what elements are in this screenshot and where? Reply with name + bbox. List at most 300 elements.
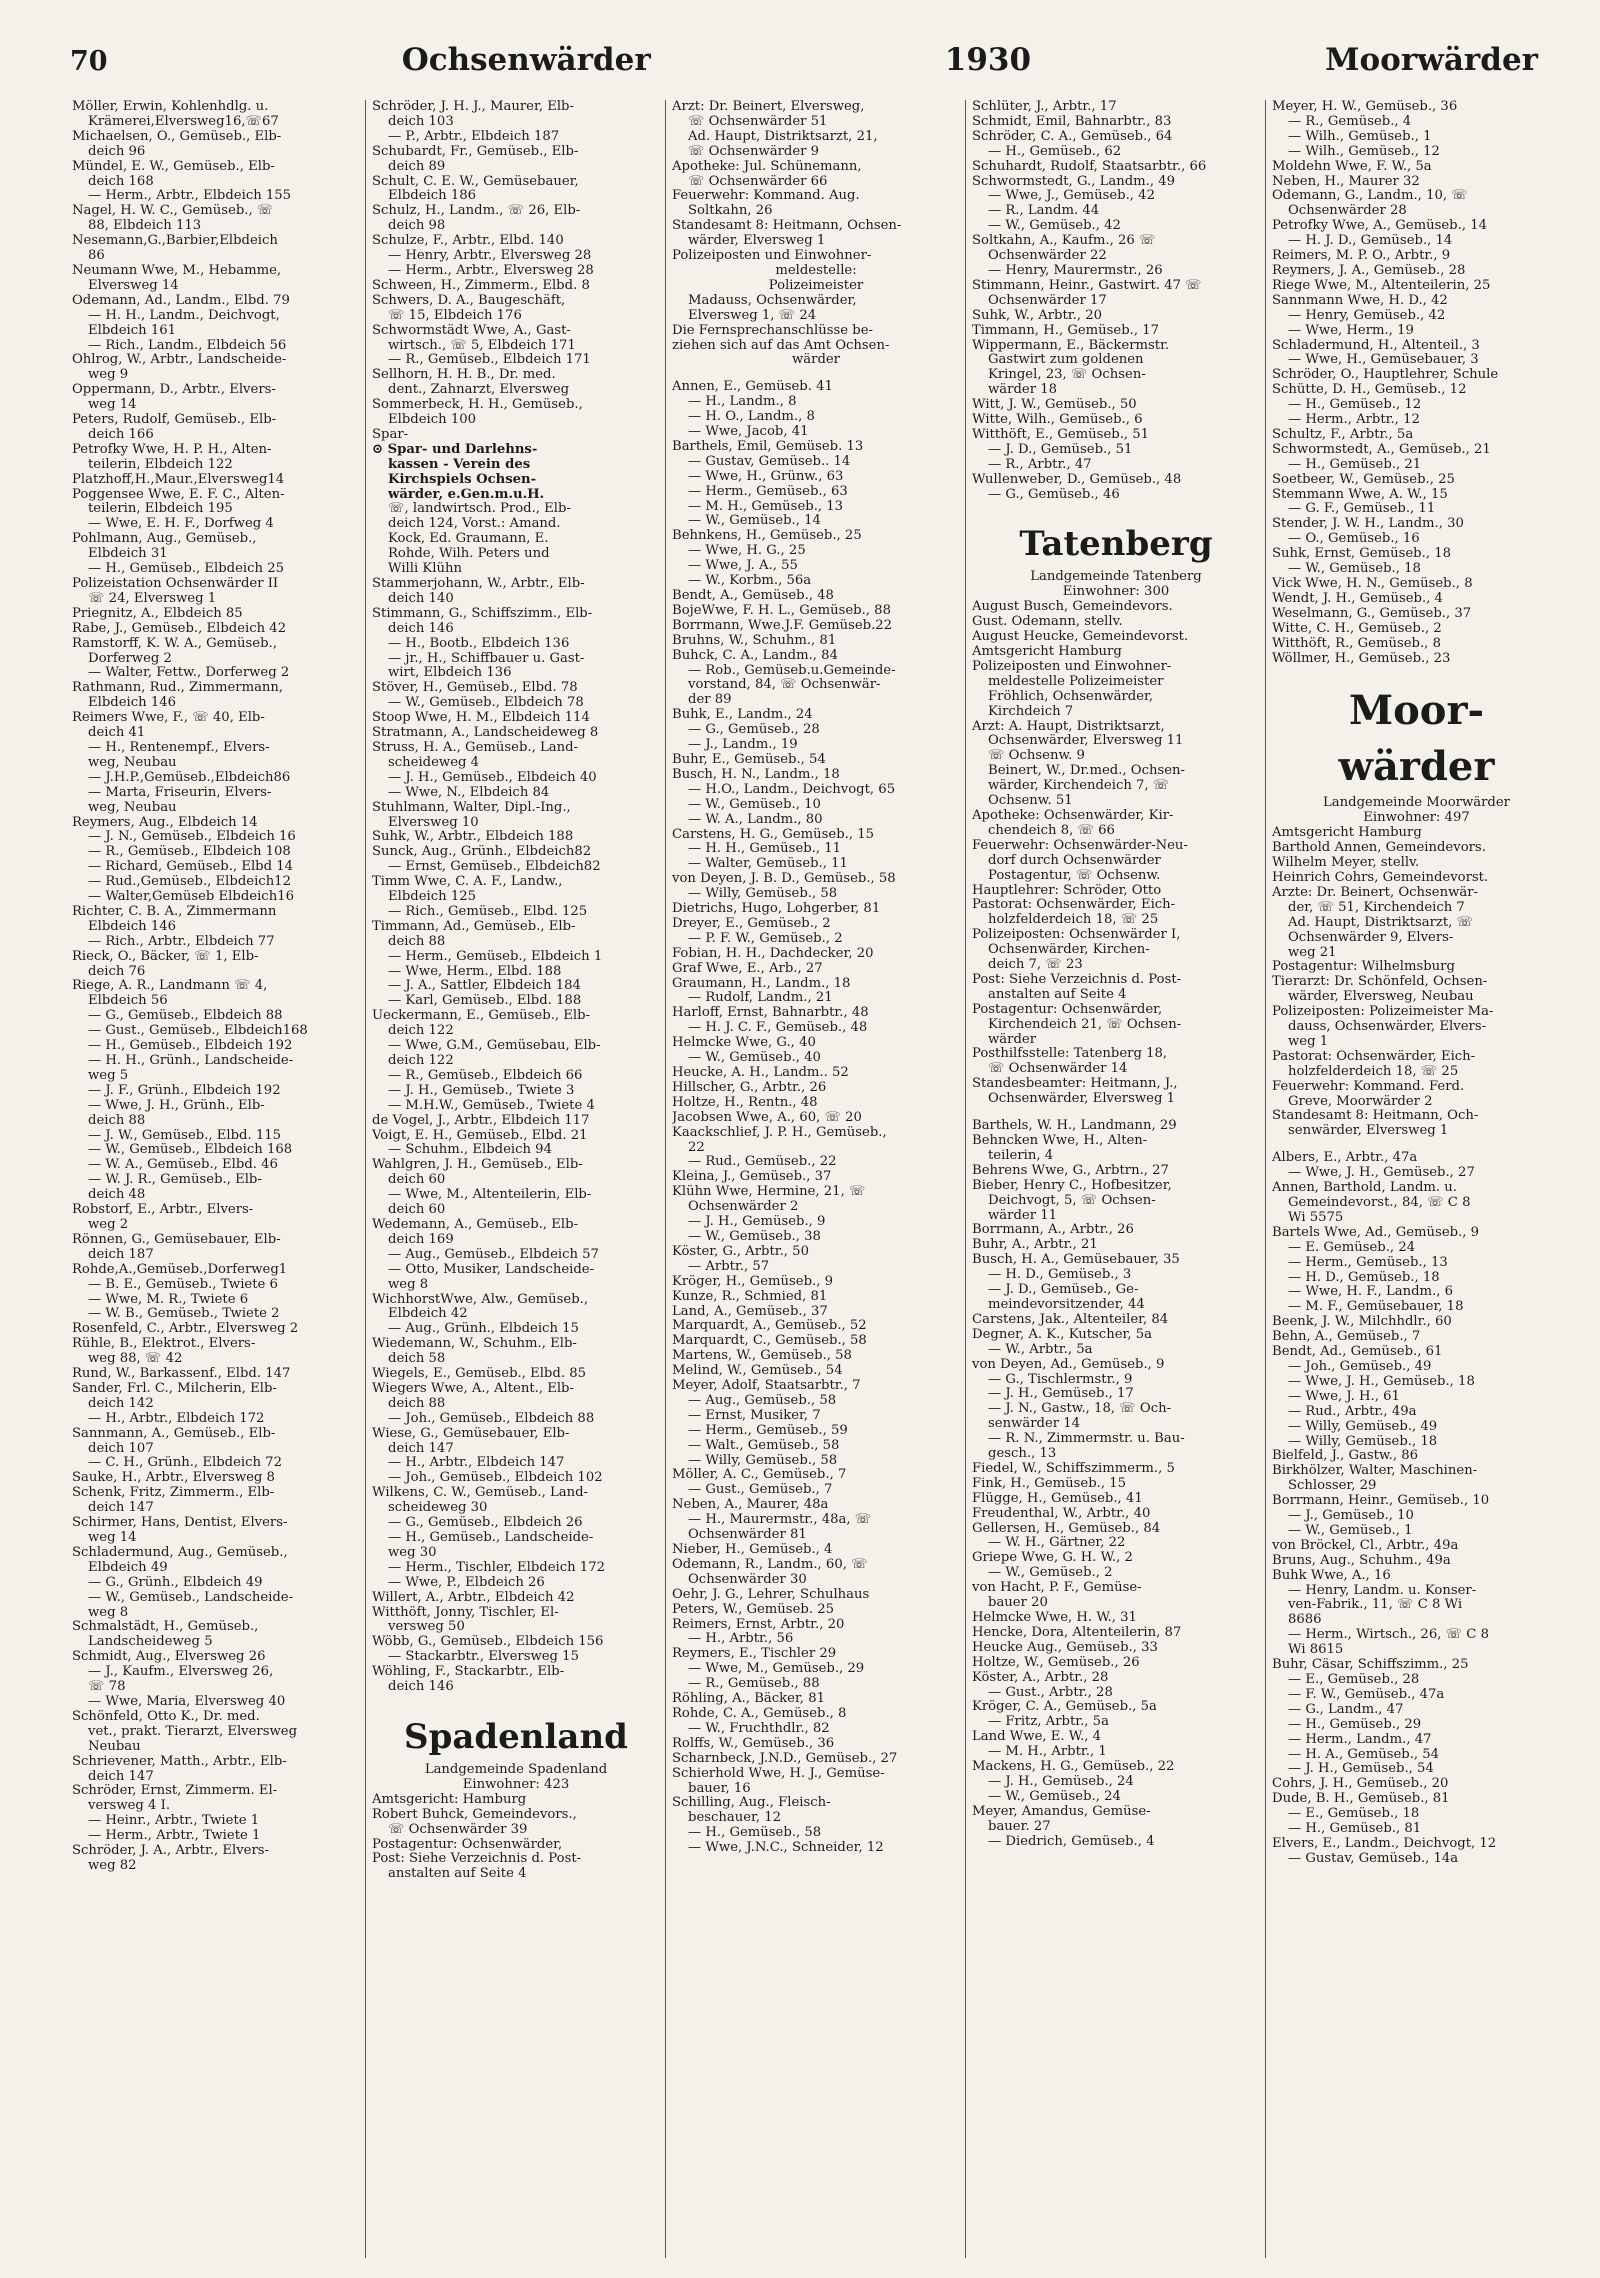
directory-entry-line: dorf durch Ochsenwärder xyxy=(988,853,1161,868)
directory-entry-line: Beenk, J. W., Milchhdlr., 60 xyxy=(1272,1315,1452,1330)
directory-entry-line: weg 1 xyxy=(1288,1034,1329,1049)
directory-entry-line: — Walter, Fettw., Dorferweg 2 xyxy=(88,666,290,681)
directory-entry-line: Jacobsen Wwe, A., 60, ☏ 20 xyxy=(672,1110,862,1125)
directory-entry-line: Ochsenw. 51 xyxy=(988,794,1073,809)
directory-entry-line: Peters, Rudolf, Gemüseb., Elb- xyxy=(72,413,277,428)
directory-entry-line: — H., Gemüseb., 21 xyxy=(1288,457,1422,472)
directory-entry-line: — H., Gemüseb., Elbdeich 192 xyxy=(88,1039,293,1054)
directory-entry-line: von Deyen, J. B. D., Gemüseb., 58 xyxy=(672,872,896,887)
directory-entry-line: Einwohner: 497 xyxy=(1363,811,1470,826)
directory-entry-line: Kirchendeich 21, ☏ Ochsen- xyxy=(988,1017,1182,1032)
directory-entry-line: Dorferweg 2 xyxy=(88,651,172,666)
directory-entry-line: Sannmann Wwe, H. D., 42 xyxy=(1272,293,1448,308)
directory-entry-line: — H., Arbtr., Elbdeich 147 xyxy=(388,1456,565,1471)
directory-entry-line: ☏ Ochsenwärder 66 xyxy=(688,174,828,189)
directory-entry-line: meindevorsitzender, 44 xyxy=(988,1297,1145,1312)
directory-entry-line: Suhk, W., Arbtr., Elbdeich 188 xyxy=(372,830,574,845)
directory-entry-line: Dreyer, E., Gemüseb., 2 xyxy=(672,916,831,931)
directory-entry-line: Dietrichs, Hugo, Lohgerber, 81 xyxy=(672,902,881,917)
directory-entry-line: — W., Gemüseb., 2 xyxy=(988,1566,1113,1581)
directory-entry-line: August Busch, Gemeindevors. xyxy=(972,600,1173,615)
left-running-title: Ochsenwärder xyxy=(401,42,651,78)
directory-entry-line: Timmann, H., Gemüseb., 17 xyxy=(972,323,1160,338)
directory-entry-line: Post: Siehe Verzeichnis d. Post- xyxy=(372,1852,582,1867)
section-gap xyxy=(1272,666,1561,678)
directory-entry-line: Standesamt 8: Heitmann, Och- xyxy=(1272,1109,1479,1124)
directory-entry-line: Polizeiposten: Ochsenwärder I, xyxy=(972,928,1181,943)
directory-entry-line: wärder xyxy=(791,353,840,368)
directory-entry-line: deich 58 xyxy=(388,1352,446,1367)
directory-entry-line: Schütte, D. H., Gemüseb., 12 xyxy=(1272,383,1467,398)
directory-entry-line: Reimers, M. P. O., Arbtr., 9 xyxy=(1272,249,1451,264)
directory-entry-line: Polizeiposten: Polizeimeister Ma- xyxy=(1272,1005,1494,1020)
directory-entry-line: — H., Maurermstr., 48a, ☏ xyxy=(688,1513,872,1528)
directory-entry-line: Ochsenwärder 30 xyxy=(688,1572,807,1587)
directory-entry-line: ☏ 15, Elbdeich 176 xyxy=(388,308,522,323)
directory-entry-line: — H. D., Gemüseb., 3 xyxy=(988,1268,1132,1283)
directory-entry-line: dent., Zahnarzt, Elversweg xyxy=(388,383,570,398)
directory-entry-line: Odemann, R., Landm., 60, ☏ xyxy=(672,1557,868,1572)
directory-entry-line: Sander, Frl. C., Milcherin, Elb- xyxy=(72,1381,277,1396)
directory-entry-line: Cohrs, J. H., Gemüseb., 20 xyxy=(1272,1777,1449,1792)
directory-entry-line: — J. H., Gemüseb., Elbdeich 40 xyxy=(388,770,597,785)
directory-entry-line: — J. H., Gemüseb., 17 xyxy=(988,1387,1134,1402)
directory-entry-line: Polizeistation Ochsenwärder II xyxy=(72,577,279,591)
directory-entry-line: Kock, Ed. Graumann, E. xyxy=(388,532,549,547)
directory-entry-line: — W., Gemüseb., 40 xyxy=(688,1051,821,1066)
directory-entry-line: Ärzte: Dr. Beinert, Ochsenwär- xyxy=(1272,885,1478,900)
directory-entry-line: Postagentur: Ochsenwärder, xyxy=(372,1837,563,1852)
directory-entry-line: Schuhardt, Rudolf, Staatsarbtr., 66 xyxy=(972,159,1207,174)
directory-entry-line: wärder xyxy=(988,1032,1037,1047)
directory-entry-line: — J. D., Gemüseb., Ge- xyxy=(988,1283,1139,1298)
directory-entry-line: Wullenweber, D., Gemüseb., 48 xyxy=(972,472,1182,487)
directory-entry-line: Robstorf, E., Arbtr., Elvers- xyxy=(72,1203,254,1218)
year-heading: 1930 xyxy=(944,42,1032,78)
directory-entry-line: Schubardt, Fr., Gemüseb., Elb- xyxy=(372,144,579,159)
directory-entry-line: — W. B., Gemüseb., Twiete 2 xyxy=(88,1307,280,1322)
directory-entry-line: Hencke, Dora, Altenteilerin, 87 xyxy=(972,1625,1182,1640)
directory-entry-line: Schween, H., Zimmerm., Elbd. 8 xyxy=(372,278,590,293)
directory-entry-line: — Schuhm., Elbdeich 94 xyxy=(388,1143,552,1158)
directory-entry-line: — Wwe, H., Grünw., 63 xyxy=(688,469,844,484)
directory-entry-line: — W. A., Gemüseb., Elbd. 46 xyxy=(88,1158,278,1173)
directory-entry-line: — H., Gemüseb., 12 xyxy=(1288,398,1422,413)
directory-entry-line: — G., Tischlermstr., 9 xyxy=(988,1372,1133,1387)
directory-entry-line: — Ernst, Musiker, 7 xyxy=(688,1408,821,1423)
directory-entry-line: — J. H., Gemüseb., Twiete 3 xyxy=(388,1083,575,1098)
directory-entry-line: teilerin, Elbdeich 195 xyxy=(88,502,233,517)
directory-entry-line: gesch., 13 xyxy=(988,1447,1057,1462)
directory-entry-line: — Wwe, J. H., Gemüseb., 27 xyxy=(1288,1166,1475,1181)
column-2 xyxy=(366,100,666,2258)
directory-entry-line: deich 88 xyxy=(88,1113,146,1128)
directory-entry-line: — Wwe, H. G., 25 xyxy=(688,544,806,559)
directory-entry-line: — G., Grünh., Elbdeich 49 xyxy=(88,1575,263,1590)
directory-entry-line: — Gust., Arbtr., 28 xyxy=(988,1685,1113,1700)
directory-entry-line: — H., Gemüseb., 58 xyxy=(688,1826,822,1841)
directory-entry-line: Buhk Wwe, A., 16 xyxy=(1272,1568,1391,1583)
directory-entry-line: Elbdeich 146 xyxy=(88,696,176,711)
directory-entry-line: — W., Gemüseb., Elbdeich 168 xyxy=(88,1143,293,1158)
directory-entry-line: — Wwe, G.M., Gemüsebau, Elb- xyxy=(388,1039,601,1054)
directory-entry-line: — G., Gemüseb., Elbdeich 26 xyxy=(388,1516,583,1531)
directory-entry-line: — P., Arbtr., Elbdeich 187 xyxy=(388,129,560,144)
directory-entry-line: Neumann Wwe, M., Hebamme, xyxy=(72,263,282,278)
directory-entry-line: Tierarzt: Dr. Schönfeld, Ochsen- xyxy=(1272,975,1488,990)
directory-entry-line: dauss, Ochsenwärder, Elvers- xyxy=(1288,1020,1487,1035)
directory-entry-line: — Rich., Gemüseb., Elbd. 125 xyxy=(388,904,588,919)
directory-entry-line: deich 146 xyxy=(388,1680,454,1695)
directory-entry-line: — J. H., Gemüseb., 54 xyxy=(1288,1762,1434,1777)
directory-entry-line: — R., Gemüseb., Elbdeich 66 xyxy=(388,1068,583,1083)
directory-entry-line: — G., Landm., 47 xyxy=(1288,1702,1404,1717)
directory-entry-line: — E., Gemüseb., 28 xyxy=(1288,1673,1420,1687)
directory-entry-line: 8686 xyxy=(1288,1613,1322,1628)
directory-entry-line: — J. W., Gemüseb., Elbd. 115 xyxy=(88,1128,282,1143)
directory-entry-line: Bendt, A., Gemüseb., 48 xyxy=(672,589,834,603)
directory-entry-line: meldestelle: xyxy=(775,263,857,278)
directory-entry-line: Sellhorn, H. H. B., Dr. med. xyxy=(372,368,556,383)
directory-entry-line: deich 122 xyxy=(388,1054,454,1068)
directory-entry-line: — J. H., Gemüseb., 24 xyxy=(988,1774,1134,1789)
directory-entry-line: Rohde, C. A., Gemüseb., 8 xyxy=(672,1706,847,1721)
section-heading: Moor- xyxy=(1348,687,1485,735)
directory-entry-line: Sommerbeck, H. H., Gemüseb., xyxy=(372,398,583,413)
directory-entry-line: — O., Gemüseb., 16 xyxy=(1288,532,1420,547)
directory-entry-line: weg 21 xyxy=(1288,945,1337,960)
directory-entry-line: Elbdeich 49 xyxy=(88,1560,168,1575)
directory-entry-line: Kirchdeich 7 xyxy=(988,704,1074,719)
directory-entry-line: Sauke, H., Arbtr., Elversweg 8 xyxy=(72,1471,275,1486)
directory-entry-line: — Aug., Grünh., Elbdeich 15 xyxy=(388,1322,579,1337)
directory-entry-line: meldestelle Polizeimeister xyxy=(988,674,1164,689)
directory-entry-line: — Wwe, H., Gemüsebauer, 3 xyxy=(1288,353,1479,368)
directory-entry-line: Fiedel, W., Schiffszimmerm., 5 xyxy=(972,1461,1175,1476)
directory-entry-line: weg 2 xyxy=(88,1217,129,1232)
directory-entry-line: deich 88 xyxy=(388,1396,446,1411)
directory-entry-line: — Willy, Gemüseb., 18 xyxy=(1288,1434,1438,1449)
directory-entry-line: Ochsenwärder, Elversweg 11 xyxy=(988,734,1184,749)
directory-entry-line: — Aug., Gemüseb., Elbdeich 57 xyxy=(388,1247,599,1262)
directory-entry-line: — Wilh., Gemüseb., 12 xyxy=(1288,144,1440,159)
directory-entry-line: — M. H., Gemüseb., 13 xyxy=(688,499,844,514)
directory-entry-line: Meyer, Adolf, Staatsarbtr., 7 xyxy=(672,1379,861,1394)
directory-entry-line: — Herm., Tischler, Elbdeich 172 xyxy=(388,1560,605,1575)
directory-entry-line: Robert Buhck, Gemeindevors., xyxy=(372,1807,577,1822)
directory-entry-line: Gust. Odemann, stellv. xyxy=(972,615,1123,630)
directory-entry-line: — M. H., Arbtr., 1 xyxy=(988,1745,1107,1760)
directory-entry-line: weg 5 xyxy=(88,1068,129,1083)
directory-entry-line: — Joh., Gemüseb., 49 xyxy=(1288,1359,1432,1374)
directory-entry-line: — Joh., Gemüseb., Elbdeich 88 xyxy=(388,1411,595,1426)
directory-entry-line: vorstand, 84, ☏ Ochsenwär- xyxy=(688,678,881,693)
directory-entry-line: 86 xyxy=(88,249,105,264)
directory-entry-line: — W. J. R., Gemüseb., Elb- xyxy=(88,1173,262,1188)
directory-entry-line: weg 8 xyxy=(388,1277,429,1292)
directory-entry-line: Elbdeich 161 xyxy=(88,323,176,338)
directory-entry-line: Rieck, O., Bäcker, ☏ 1, Elb- xyxy=(72,949,259,964)
directory-entry-line: Postagentur: Ochsenwärder, xyxy=(972,1002,1163,1017)
directory-entry-line: — W., Gemüseb., 38 xyxy=(688,1229,821,1244)
directory-entry-line: deich 146 xyxy=(388,621,454,636)
directory-entry-line: Schmidt, Emil, Bahnarbtr., 83 xyxy=(972,114,1172,129)
directory-entry-line: Elbdeich 100 xyxy=(388,413,476,428)
directory-entry-line: Flügge, H., Gemüseb., 41 xyxy=(972,1491,1143,1506)
directory-entry-line: — Wwe, M., Gemüseb., 29 xyxy=(688,1662,865,1677)
directory-entry-line: Wippermann, E., Bäckermstr. xyxy=(972,338,1170,353)
directory-entry-line: — Henry, Arbtr., Elversweg 28 xyxy=(388,249,592,264)
directory-entry-line: — W., Gemüseb., 24 xyxy=(988,1789,1121,1804)
directory-entry-line: 22 xyxy=(688,1140,705,1155)
directory-entry-line: teilerin, Elbdeich 122 xyxy=(88,457,233,472)
directory-entry-line: — W., Korbm., 56a xyxy=(688,574,812,589)
directory-entry-line: Möller, A. C., Gemüseb., 7 xyxy=(672,1468,847,1483)
directory-entry-line: wirt, Elbdeich 136 xyxy=(388,666,512,681)
directory-entry-line: Platzhoff,H.,Maur.,Elversweg14 xyxy=(72,472,285,487)
directory-entry-line: — Gustav, Gemüseb., 14a xyxy=(1288,1851,1459,1866)
directory-entry-line: chendeich 8, ☏ 66 xyxy=(988,823,1115,838)
directory-entry-line: senwärder 14 xyxy=(988,1417,1081,1432)
directory-entry-line: Borrmann, A., Arbtr., 26 xyxy=(972,1223,1134,1238)
directory-entry-line: — Wwe, J. H., Grünh., Elb- xyxy=(88,1098,265,1113)
directory-entry-line: — W., Gemüseb., 42 xyxy=(988,219,1121,234)
directory-entry-line: Elbdeich 31 xyxy=(88,547,168,562)
directory-entry-line: Schwers, D. A., Baugeschäft, xyxy=(372,293,566,308)
directory-entry-line: Kringel, 23, ☏ Ochsen- xyxy=(988,368,1146,383)
directory-entry-line: Rathmann, Rud., Zimmermann, xyxy=(72,681,284,696)
directory-entry-line: Standesbeamter: Heitmann, J., xyxy=(972,1077,1178,1092)
directory-entry-line: Weselmann, G., Gemüseb., 37 xyxy=(1272,606,1472,621)
directory-entry-line: — Willy, Gemüseb., 58 xyxy=(688,887,838,902)
directory-entry-line: — Herm., Arbtr., Elbdeich 155 xyxy=(88,189,292,204)
columns-container xyxy=(66,100,1566,2258)
directory-entry-line: — W., Gemüseb., 1 xyxy=(1288,1523,1413,1538)
directory-entry-line: — R., Gemüseb., Elbdeich 108 xyxy=(88,845,291,860)
directory-entry-line: Martens, W., Gemüseb., 58 xyxy=(672,1349,852,1364)
directory-entry-line: Buhr, A., Arbtr., 21 xyxy=(972,1238,1098,1253)
directory-entry-line: — Wwe, J.N.C., Schneider, 12 xyxy=(688,1841,884,1856)
directory-entry-line: weg 14 xyxy=(88,398,137,413)
directory-entry-line: Wilkens, C. W., Gemüseb., Land- xyxy=(372,1486,588,1501)
directory-entry-line: — Otto, Musiker, Landscheide- xyxy=(388,1262,595,1277)
directory-entry-line: Schulze, F., Arbtr., Elbd. 140 xyxy=(372,234,564,249)
directory-entry-line: deich 124, Vorst.: Amand. xyxy=(388,517,561,532)
directory-entry-line: Kirchspiels Ochsen- xyxy=(388,472,537,487)
directory-entry-line: Holtze, H., Rentn., 48 xyxy=(672,1095,818,1110)
directory-entry-line: WichhorstWwe, Alw., Gemüseb., xyxy=(372,1292,589,1307)
directory-entry-line: Stöver, H., Gemüseb., Elbd. 78 xyxy=(372,681,578,696)
directory-entry-line: weg 82 xyxy=(88,1858,137,1873)
directory-entry-line: Polizeimeister xyxy=(768,278,864,293)
directory-entry-line: Dude, B. H., Gemüseb., 81 xyxy=(1272,1792,1450,1807)
directory-entry-line: — Herm., Arbtr., 12 xyxy=(1288,413,1420,428)
directory-entry-line: versweg 4 I. xyxy=(88,1799,171,1814)
directory-entry-line: — G., Gemüseb., Elbdeich 88 xyxy=(88,1009,283,1024)
right-running-title: Moorwärder xyxy=(1325,42,1538,78)
directory-entry-line: weg, Neubau xyxy=(88,755,177,770)
directory-entry-line: Kunze, R., Schmied, 81 xyxy=(672,1289,828,1304)
directory-entry-line: Schwormstädt Wwe, A., Gast- xyxy=(372,323,571,338)
directory-entry-line: Ochsenwärder, Elversweg 1 xyxy=(988,1092,1175,1107)
directory-entry-line: — J. A., Sattler, Elbdeich 184 xyxy=(388,979,581,994)
directory-entry-line: Landscheideweg 5 xyxy=(88,1635,213,1650)
directory-entry-line: — H. A., Gemüseb., 54 xyxy=(1288,1747,1440,1762)
directory-entry-line: Polizeiposten und Einwohner- xyxy=(972,659,1172,674)
directory-entry-line: beschauer, 12 xyxy=(688,1811,782,1826)
directory-entry-line: Griepe Wwe, G. H. W., 2 xyxy=(972,1551,1133,1566)
directory-entry-line: Ohlrog, W., Arbtr., Landscheide- xyxy=(72,353,287,368)
directory-entry-line: Odemann, G., Landm., 10, ☏ xyxy=(1272,189,1468,204)
directory-entry-line: — R., Gemüseb., Elbdeich 171 xyxy=(388,353,591,368)
directory-entry-line: — W., Gemüseb., 14 xyxy=(688,514,821,529)
directory-entry-line: — Richard, Gemüseb., Elbd 14 xyxy=(88,860,294,875)
directory-entry-line: — H., Landm., 8 xyxy=(688,395,797,410)
directory-entry-line: Schierhold Wwe, H. J., Gemüse- xyxy=(672,1766,885,1781)
directory-entry-line: Barthels, W. H., Landmann, 29 xyxy=(972,1119,1177,1134)
directory-entry-line: ziehen sich auf das Amt Ochsen- xyxy=(672,338,890,353)
directory-entry-line: wärder 18 xyxy=(988,383,1057,398)
directory-entry-line: Soltkahn, 26 xyxy=(688,204,773,219)
directory-entry-line: bauer. 27 xyxy=(988,1819,1051,1834)
directory-entry-line: August Heucke, Gemeindevorst. xyxy=(972,630,1189,645)
directory-entry-line: Ochsenwärder 22 xyxy=(988,249,1107,264)
directory-entry-line: — E., Gemüseb., 18 xyxy=(1288,1807,1420,1822)
directory-entry-line: Albers, E., Arbtr., 47a xyxy=(1272,1151,1418,1166)
directory-entry-line: Postagentur: Wilhelmsburg xyxy=(1272,960,1455,975)
directory-entry-line: Apotheke: Jul. Schünemann, xyxy=(672,159,862,174)
directory-entry-line: Oppermann, D., Arbtr., Elvers- xyxy=(72,383,276,398)
directory-entry-line: Heinrich Cohrs, Gemeindevorst. xyxy=(1272,870,1489,885)
directory-entry-line: Hauptlehrer: Schröder, Otto xyxy=(972,883,1162,898)
directory-entry-line: Moldehn Wwe, F. W., 5a xyxy=(1272,159,1432,174)
directory-entry-line: Neben, A., Maurer, 48a xyxy=(672,1498,829,1513)
directory-entry-line: weg, Neubau xyxy=(88,800,177,815)
directory-entry-line: Stemmann Wwe, A. W., 15 xyxy=(1272,487,1448,502)
directory-entry-line: Nieber, H., Gemüseb., 4 xyxy=(672,1543,833,1557)
directory-entry-line: Neben, H., Maurer 32 xyxy=(1272,174,1420,189)
column-1 xyxy=(66,100,366,2258)
directory-entry-line: weg 14 xyxy=(88,1531,137,1545)
directory-entry-line: Priegnitz, A., Elbdeich 85 xyxy=(72,606,243,621)
directory-entry-line: deich 169 xyxy=(388,1232,454,1247)
directory-entry-line: — R., Landm. 44 xyxy=(988,204,1100,219)
directory-entry-line: deich 142 xyxy=(88,1396,154,1411)
directory-entry-line: — Rud., Arbtr., 49a xyxy=(1288,1404,1417,1419)
directory-entry-line: Fröhlich, Ochsenwärder, xyxy=(988,689,1154,704)
directory-entry-line: 88, Elbdeich 113 xyxy=(88,219,202,234)
directory-entry-line: Rund, W., Barkassenf., Elbd. 147 xyxy=(72,1367,291,1382)
directory-entry-line: Soetbeer, W., Gemüseb., 25 xyxy=(1272,472,1455,487)
directory-entry-line: Reymers, J. A., Gemüseb., 28 xyxy=(1272,263,1466,278)
directory-entry-line: Helmcke Wwe, G., 40 xyxy=(672,1036,816,1051)
directory-entry-line: von Bröckel, Cl., Arbtr., 49a xyxy=(1272,1538,1459,1553)
directory-entry-line: — Herm., Gemüseb., Elbdeich 1 xyxy=(388,949,603,964)
directory-entry-line: — H. O., Landm., 8 xyxy=(688,410,815,425)
directory-entry-line: von Hacht, P. F., Gemüse- xyxy=(972,1581,1142,1596)
directory-entry-line: Buhr, Cäsar, Schiffszimm., 25 xyxy=(1272,1658,1469,1673)
directory-entry-line: — Walt., Gemüseb., 58 xyxy=(688,1438,840,1453)
directory-entry-line: Schlosser, 29 xyxy=(1288,1479,1377,1494)
directory-entry-line: Busch, H. N., Landm., 18 xyxy=(672,767,840,782)
directory-entry-line: — Joh., Gemüseb., Elbdeich 102 xyxy=(388,1471,603,1486)
directory-entry-line: Petrofky Wwe, H. P. H., Alten- xyxy=(72,442,272,457)
directory-entry-line: Ochsenwärder 9, Elvers- xyxy=(1288,930,1454,945)
directory-entry-line: Heucke, A. H., Landm.. 52 xyxy=(672,1066,849,1080)
directory-entry-line: Schmalstädt, H., Gemüseb., xyxy=(72,1620,259,1635)
directory-entry-line: Behn, A., Gemüseb., 7 xyxy=(1272,1330,1421,1345)
directory-entry-line: deich 187 xyxy=(88,1247,154,1262)
directory-entry-line: — Marta, Friseurin, Elvers- xyxy=(88,785,272,800)
directory-entry-line: Rabe, J., Gemüseb., Elbdeich 42 xyxy=(72,621,287,636)
directory-entry-line: Bieber, Henry C., Hofbesitzer, xyxy=(972,1178,1172,1193)
directory-entry-line: Schlüter, J., Arbtr., 17 xyxy=(972,100,1117,114)
directory-entry-line: — H. J. C. F., Gemüseb., 48 xyxy=(688,1021,868,1036)
page-header xyxy=(70,42,1538,90)
directory-entry-line: Sannmann, A., Gemüseb., Elb- xyxy=(72,1426,276,1441)
directory-entry-line: — Wilh., Gemüseb., 1 xyxy=(1288,129,1432,144)
directory-entry-line: Schönfeld, Otto K., Dr. med. xyxy=(72,1709,260,1724)
directory-entry-line: der, ☏ 51, Kirchendeich 7 xyxy=(1288,900,1465,915)
directory-entry-line: deich 168 xyxy=(88,174,154,189)
section-gap xyxy=(972,1107,1260,1119)
directory-entry-line: Birkhölzer, Walter, Maschinen- xyxy=(1272,1464,1478,1479)
directory-entry-line: Wöbb, G., Gemüseb., Elbdeich 156 xyxy=(372,1635,604,1650)
directory-entry-line: — Wwe, J. H., 61 xyxy=(1288,1389,1400,1404)
directory-entry-line: Richter, C. B. A., Zimmermann xyxy=(72,904,277,919)
directory-entry-line: scheideweg 4 xyxy=(388,755,480,770)
directory-entry-line: von Deyen, Ad., Gemüseb., 9 xyxy=(972,1357,1165,1372)
directory-entry-line: Vick Wwe, H. N., Gemüseb., 8 xyxy=(1272,577,1473,591)
directory-entry-line: wirtsch., ☏ 5, Elbdeich 171 xyxy=(388,338,576,353)
directory-entry-line: Schröder, J. H. J., Maurer, Elb- xyxy=(372,100,574,114)
directory-entry-line: Reymers, E., Tischler 29 xyxy=(672,1647,837,1662)
directory-entry-line: — W., Gemüseb., Elbdeich 78 xyxy=(388,696,584,711)
directory-entry-line: — C. H., Grünh., Elbdeich 72 xyxy=(88,1456,282,1471)
page-number: 70 xyxy=(70,46,108,77)
directory-entry-line: Ueckermann, E., Gemüseb., Elb- xyxy=(372,1009,591,1024)
directory-entry-line: versweg 50 xyxy=(388,1620,465,1635)
directory-entry-line: Pastorat: Ochsenwärder, Eich- xyxy=(972,898,1176,913)
directory-entry-line: deich 60 xyxy=(388,1173,446,1188)
directory-entry-line: Stratmann, A., Landscheideweg 8 xyxy=(372,726,599,741)
directory-entry-line: deich 166 xyxy=(88,427,154,442)
column-3 xyxy=(666,100,966,2258)
directory-entry-line: Schulz, H., Landm., ☏ 26, Elb- xyxy=(372,204,581,219)
directory-entry-line: Amtsgericht Hamburg xyxy=(1272,826,1422,841)
directory-entry-line: Elbdeich 42 xyxy=(388,1307,468,1322)
directory-entry-line: Feuerwehr: Kommand. Aug. xyxy=(672,189,860,204)
directory-entry-line: Heucke Aug., Gemüseb., 33 xyxy=(972,1640,1158,1655)
directory-entry-line: — J. F., Grünh., Elbdeich 192 xyxy=(88,1083,281,1098)
directory-entry-line: — H. J. D., Gemüseb., 14 xyxy=(1288,234,1453,249)
directory-entry-line: Elbdeich 56 xyxy=(88,994,168,1009)
directory-entry-line: Scharnbeck, J.N.D., Gemüseb., 27 xyxy=(672,1751,898,1766)
directory-entry-line: Stimmann, Heinr., Gastwirt. 47 ☏ xyxy=(972,278,1202,293)
directory-entry-line: deich 41 xyxy=(88,726,146,741)
directory-entry-line: kassen - Verein des xyxy=(388,457,531,472)
directory-entry-line: — F. W., Gemüseb., 47a xyxy=(1288,1687,1445,1702)
directory-entry-line: Ochsenwärder, Kirchen- xyxy=(988,943,1150,958)
directory-entry-line: wärder, e.Gen.m.u.H. xyxy=(388,487,545,502)
directory-entry-line: Suhk, Ernst, Gemüseb., 18 xyxy=(1272,547,1451,562)
directory-entry-line: Michaelsen, O., Gemüseb., Elb- xyxy=(72,129,282,144)
directory-entry-line: holzfelderdeich 18, ☏ 25 xyxy=(1288,1064,1459,1079)
directory-entry-line: Ad. Haupt, Distriktsarzt, ☏ xyxy=(1288,915,1474,930)
directory-entry-line: Wi 5575 xyxy=(1288,1210,1344,1225)
directory-entry-line: Landgemeinde Tatenberg xyxy=(1030,570,1202,585)
directory-entry-line: Köster, A., Arbtr., 28 xyxy=(972,1670,1109,1685)
